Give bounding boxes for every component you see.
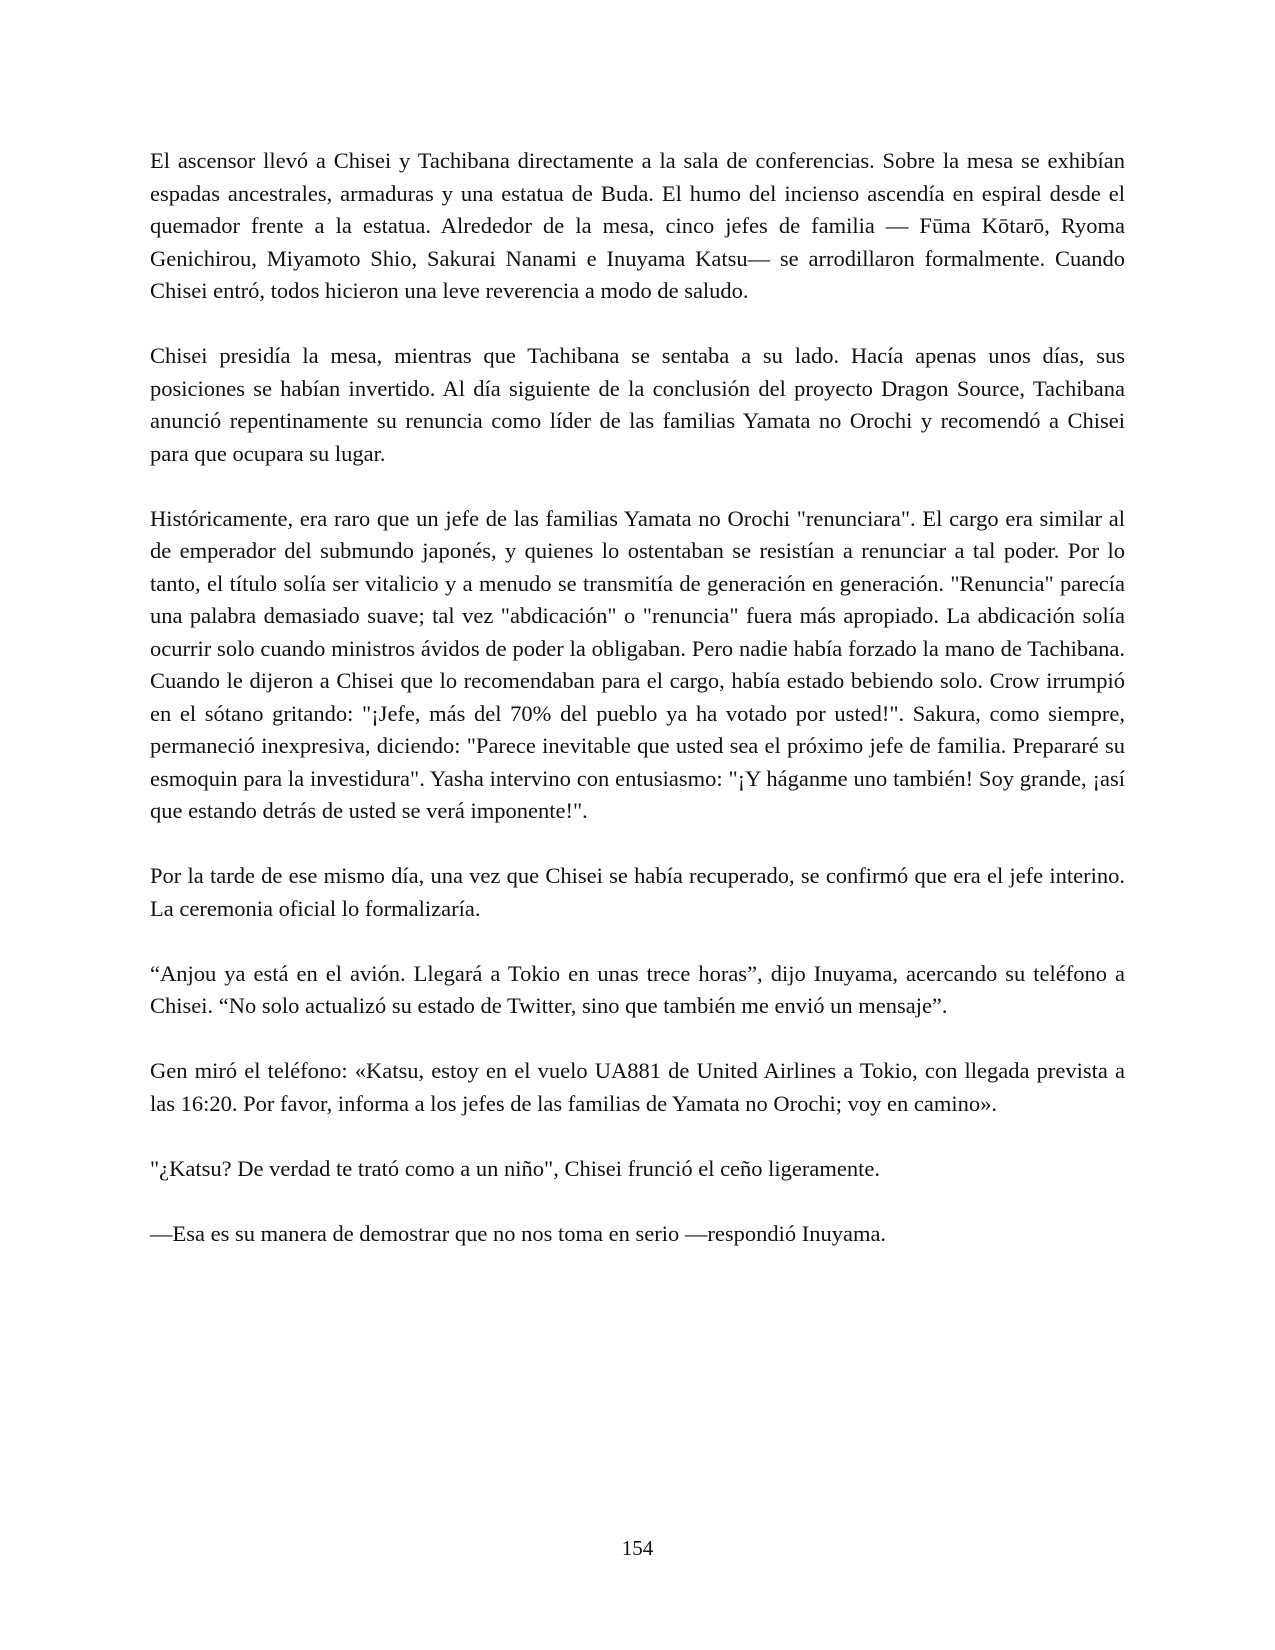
paragraph-7: "¿Katsu? De verdad te trató como a un niño", Chisei frunció el ceño ligeramente. [150,1155,880,1181]
paragraph-2: Chisei presidía la mesa, mientras que Tachibana se sentaba a su lado. Hacía apenas unos días, sus posiciones se habían invertido. Al día siguiente de la conclusión del proyecto Dragon Source, Tachibana anunció repentinamente su renuncia como líder de las familias Yamata no Orochi y recomendó a Chisei para que ocupara su lugar. [150,343,1125,466]
paragraph-1: El ascensor llevó a Chisei y Tachibana directamente a la sala de conferencias. Sobre la mesa se exhibían espadas ancestrales, armaduras y una estatua de Buda. El humo del incienso ascendía en espiral desde el quemador frente a la estatua. Alrededor de la mesa, cinco jefes de familia — Fūma Kōtarō, Ryoma Genichirou, Miyamoto Shio, Sakurai Nanami e Inuyama Katsu— se arrodillaron formalmente. Cuando Chisei entró, todos hicieron una leve reverencia a modo de saludo. [150,148,1125,303]
paragraph-8: —Esa es su manera de demostrar que no nos toma en serio —respondió Inuyama. [150,1220,887,1246]
paragraph-3: Históricamente, era raro que un jefe de las familias Yamata no Orochi "renunciara". El cargo era similar al de emperador del submundo japonés, y quienes lo ostentaban se resistían a renunciar a tal poder. Por lo tanto, el título solía ser vitalicio y a menudo se transmitía de generación en generación. "Renuncia" parecía una palabra demasiado suave; tal vez "abdicación" o "renuncia" fuera más apropiado. La abdicación solía ocurrir solo cuando ministros ávidos de poder la obligaban. Pero nadie había forzado la mano de Tachibana. Cuando le dijeron a Chisei que lo recomendaban para el cargo, había estado bebiendo solo. Crow irrumpió en el sótano gritando: "¡Jefe, más del 70% del pueblo ya ha votado por usted!". Sakura, como siempre, permaneció inexpresiva, diciendo: "Parece inevitable que usted sea el próximo jefe de familia. Prepararé su esmoquin para la investidura". Yasha intervino con entusiasmo: "¡Y háganme uno también! Soy grande, ¡así que estando detrás de usted se verá imponente!". [150,505,1125,823]
paragraph-5: “Anjou ya está en el avión. Llegará a Tokio en unas trece horas”, dijo Inuyama, acercando su teléfono a Chisei. “No solo actualizó su estado de Twitter, sino que también me envió un mensaje”. [150,960,1125,1018]
paragraph-4: Por la tarde de ese mismo día, una vez que Chisei se había recuperado, se confirmó que era el jefe interino. La ceremonia oficial lo formalizaría. [150,863,1125,921]
body-text [150,145,1125,1283]
page-number: 154 [621,1536,654,1560]
paragraph-6: Gen miró el teléfono: «Katsu, estoy en el vuelo UA881 de United Airlines a Tokio, con llegada prevista a las 16:20. Por favor, informa a los jefes de las familias de Yamata no Orochi; voy en camino». [150,1058,1125,1116]
